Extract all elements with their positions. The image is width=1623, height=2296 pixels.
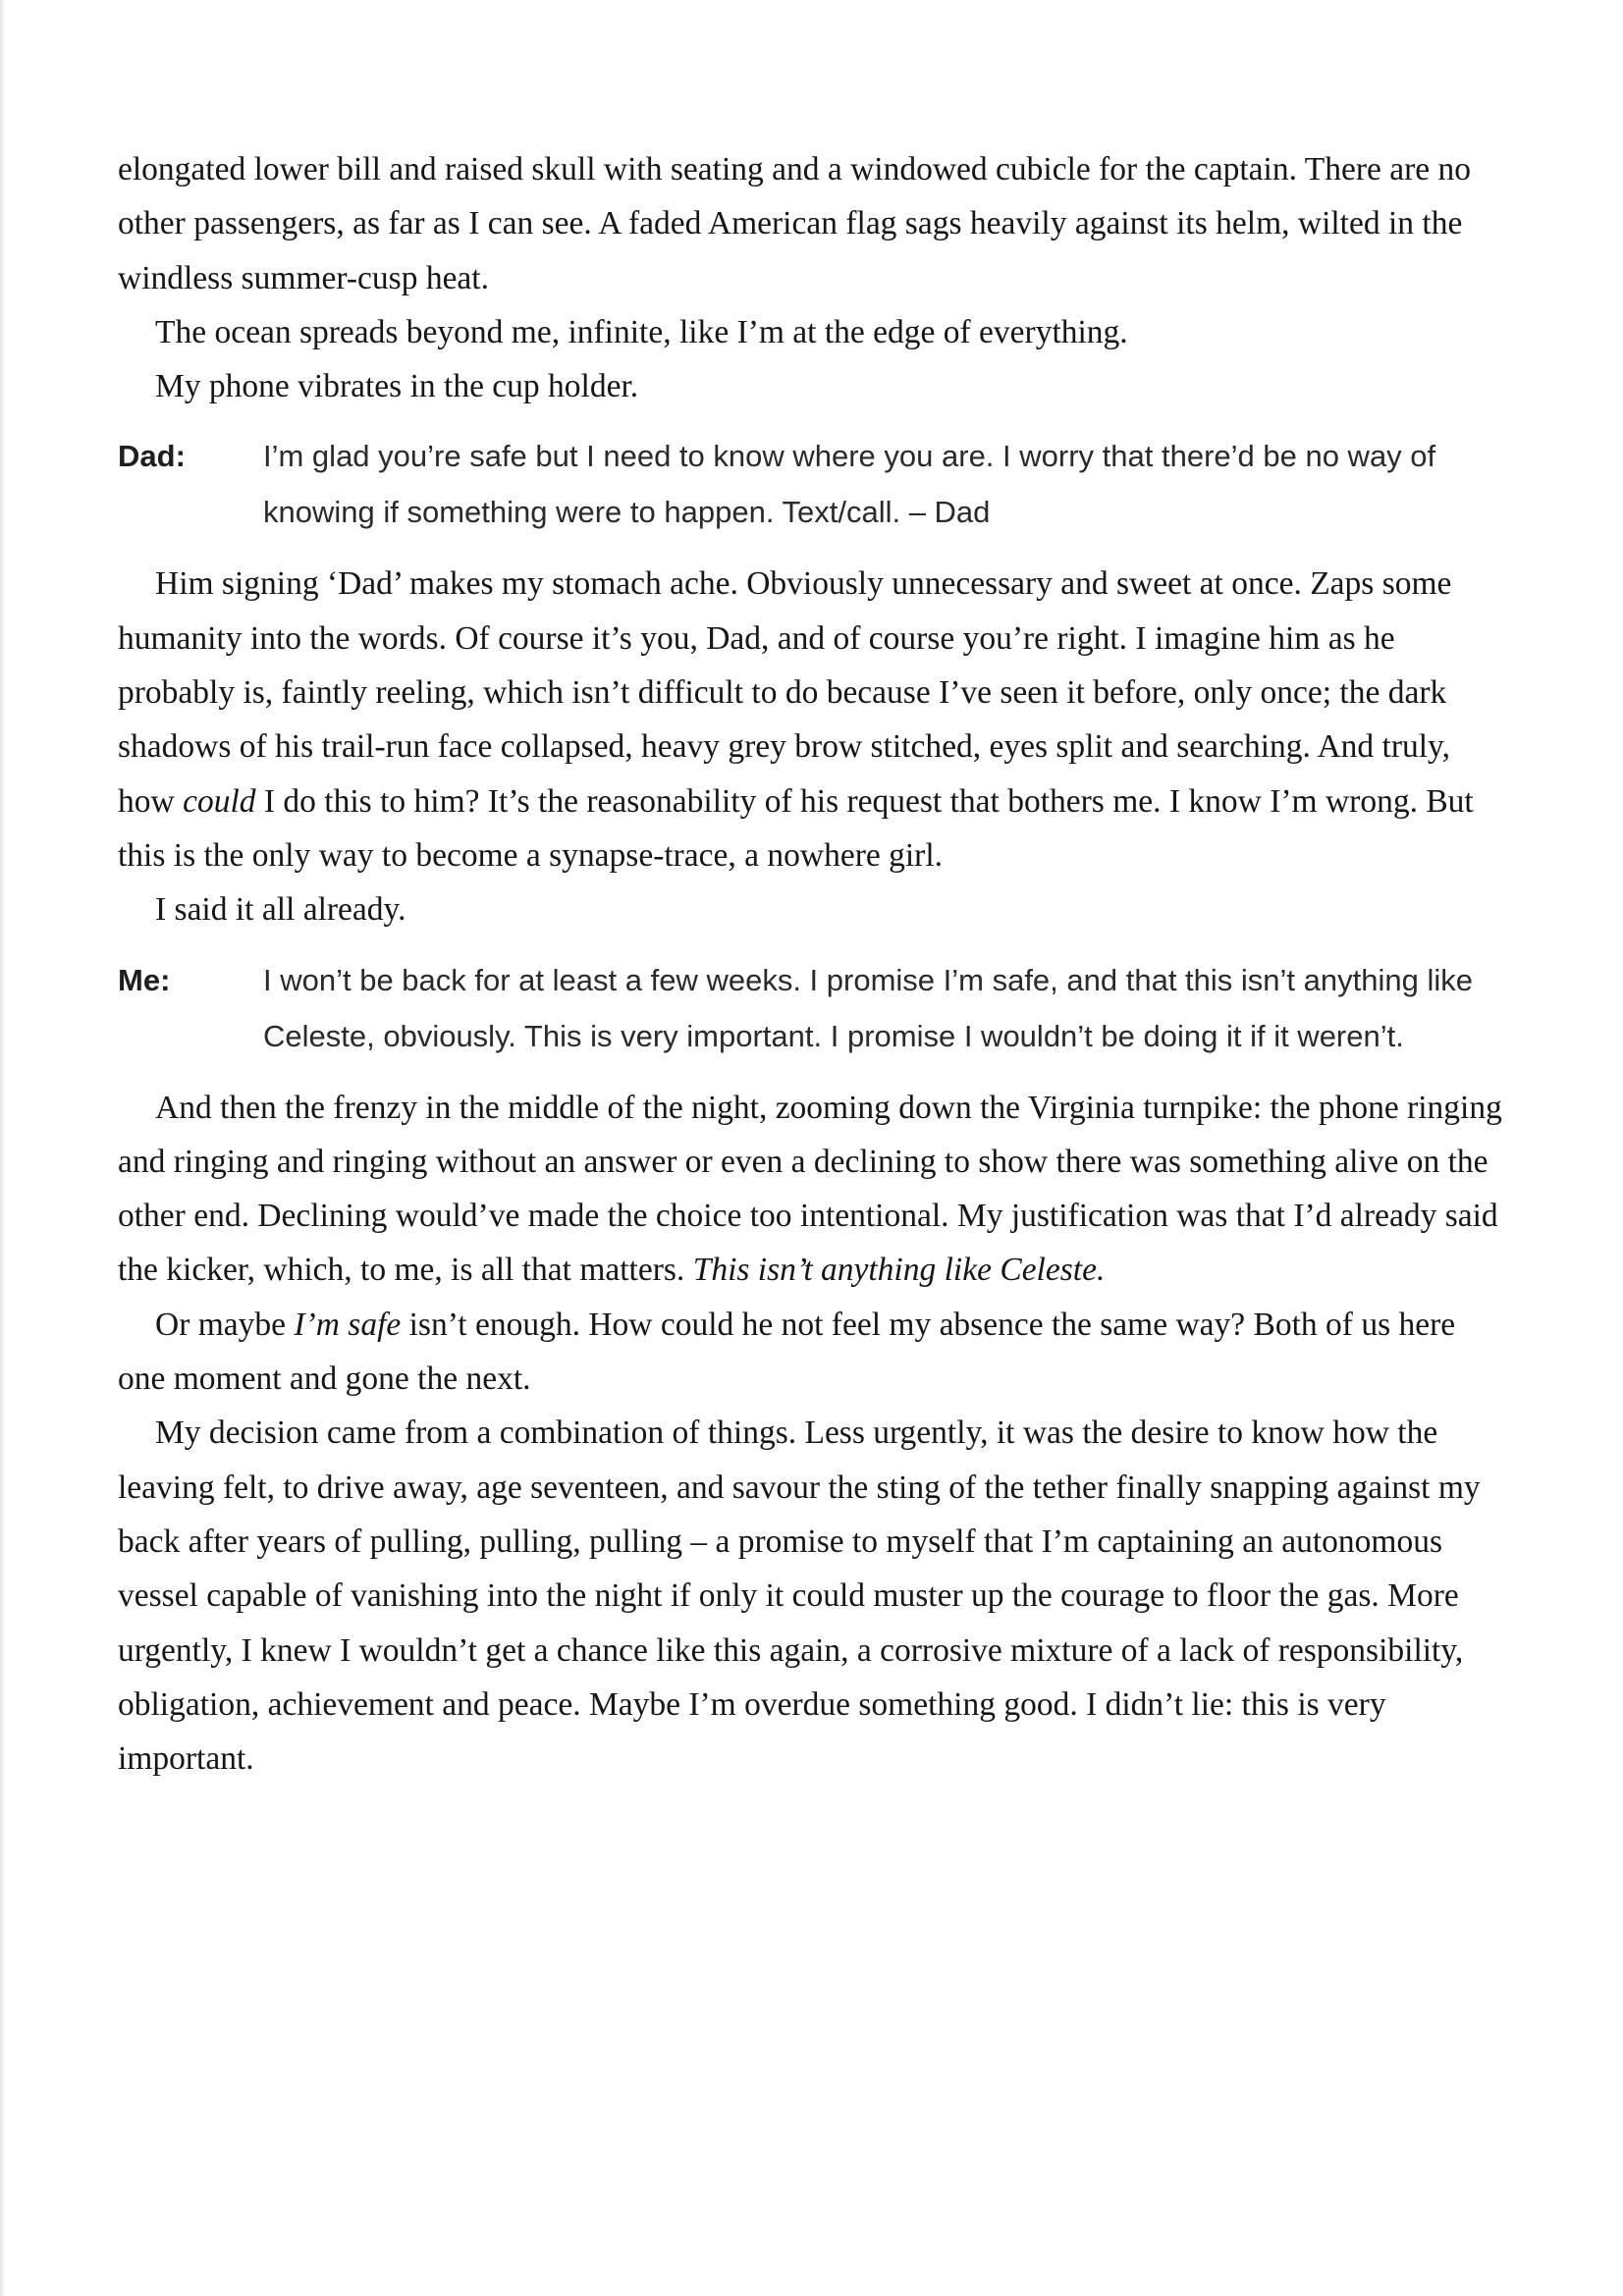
message-text-dad: I’m glad you’re safe but I need to know where you are. I worry that there’d be no way of knowing if something were to happen. Text/call. – Dad	[263, 439, 1436, 530]
paragraph-decision: My decision came from a combination of things. Less urgently, it was the desire to know how the leaving felt, to drive away, age seventeen, and savour the sting of the tether finally snapping against my back after years of pulling, pulling, pulling – a promise to myself that I’m captaining an autonomous vessel capable of vanishing into the night if only it could muster up the courage to floor the gas. More urgently, I knew I wouldn’t get a chance like this again, a corrosive mixture of a lack of responsibility, obligation, achievement and peace. Maybe I’m overdue something good. I didn’t lie: this is very important.	[118, 1415, 1481, 1778]
paragraph-frenzy	[118, 1081, 1502, 1298]
paragraph-phone-vibrates: My phone vibrates in the cup holder.	[155, 368, 639, 405]
message-sender-dad: Dad:	[118, 439, 186, 474]
message-sender-me: Me:	[118, 962, 171, 997]
italic-text: This isn’t anything like Celeste.	[692, 1252, 1106, 1289]
message-text-me: I won’t be back for at least a few weeks. I promise I’m safe, and that this isn’t anything like Celeste, obviously. This is very important. I promise I wouldn’t be doing it if it weren’t.	[263, 962, 1473, 1053]
paragraph-or-maybe	[118, 1298, 1502, 1407]
paragraph-continuation: elongated lower bill and raised skull with seating and a windowed cubicle for the captain. There are no other passengers, as far as I can see. A faded American flag sags heavily against its helm, wilted in the windless summer-cusp heat.	[118, 151, 1471, 296]
paragraph-text: Him signing ‘Dad’ makes my stomach ache. Obviously unnecessary and sweet at once. Zaps some humanity into the words. Of course it’s you, Dad, and of course you’re right. I imagine him as he probably is, faintly reeling, which isn’t difficult to do because I’ve seen it before, only once; the dark shadows of his trail-run face collapsed, heavy grey brow stitched, eyes split and searching. And truly, how	[118, 565, 1452, 820]
paragraph-him-signing-dad	[118, 557, 1502, 882]
paragraph-text: isn’t enough. How could he not feel my absence the same way? Both of us here one moment and gone the next.	[118, 1306, 1456, 1398]
body-text	[118, 142, 1502, 1786]
text-message-dad	[118, 428, 1502, 540]
paragraph-text: And then the frenzy in the middle of the night, zooming down the Virginia turnpike: the phone ringing and ringing and ringing without an answer or even a declining to show there was something alive on the other end. Declining would’ve made the choice too intentional. My justification was that I’d already said the kicker, which, to me, is all that matters.	[118, 1089, 1502, 1289]
italic-text: I’m safe	[294, 1306, 402, 1343]
paragraph-said-it-all: I said it all already.	[155, 891, 406, 929]
paragraph-text: I do this to him? It’s the reasonability of his request that bothers me. I know I’m wrong. But this is the only way to become a synapse-trace, a nowhere girl.	[118, 782, 1474, 874]
italic-text: could	[183, 782, 256, 820]
paragraph-text: Or maybe	[155, 1306, 295, 1343]
page-left-edge-shadow	[0, 0, 6, 2296]
paragraph-ocean: The ocean spreads beyond me, infinite, like I’m at the edge of everything.	[155, 313, 1128, 350]
text-message-me	[118, 952, 1502, 1064]
